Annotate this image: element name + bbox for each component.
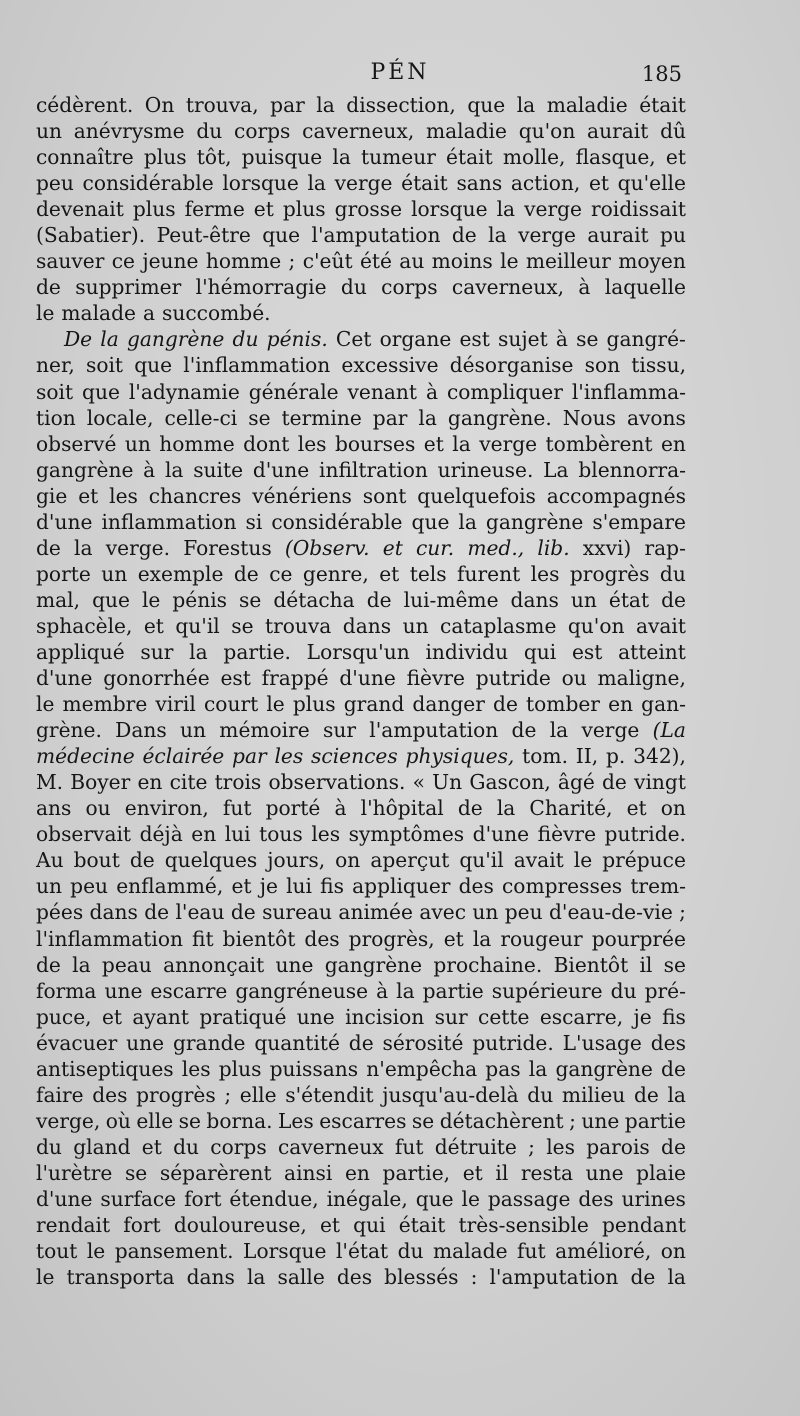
text-line: gie et les chancres vénériens sont quelquefois accompagnés: [36, 483, 686, 508]
text-line: gangrène à la suite d'une infiltration urineuse. La blennorra-: [36, 457, 686, 482]
text-line: verge, où elle se borna. Les escarres se détachèrent ; une partie: [36, 1108, 686, 1133]
text-line: observé un homme dont les bourses et la verge tombèrent en: [36, 431, 686, 456]
text-line: pées dans de l'eau de sureau animée avec un peu d'eau-de-vie ;: [36, 900, 686, 925]
text-line: de la peau annonçait une gangrène prochaine. Bientôt il se: [36, 952, 686, 977]
text-line: M. Boyer en cite trois observations. « Un Gascon, âgé de vingt: [36, 770, 686, 795]
text-line: un peu enflammé, et je lui fis appliquer des compresses trem-: [36, 874, 686, 899]
text-line: soit que l'adynamie générale venant à compliquer l'inflamma-: [36, 379, 686, 404]
text-line: d'une surface fort étendue, inégale, que le passage des urines: [36, 1186, 686, 1211]
text-line: l'urètre se séparèrent ainsi en partie, et il resta une plaie: [36, 1160, 686, 1185]
text-line: devenait plus ferme et plus grosse lorsque la verge roidissait: [36, 197, 686, 222]
text-line: faire des progrès ; elle s'étendit jusqu'au-delà du milieu de la: [36, 1082, 686, 1107]
text-line: médecine éclairée par les sciences physiques, tom. II, p. 342),: [36, 744, 686, 769]
body-text: [36, 92, 686, 1290]
text-line: grène. Dans un mémoire sur l'amputation de la verge (La: [36, 718, 686, 743]
page-number: 185: [641, 62, 682, 86]
text-line: mal, que le pénis se détacha de lui-même dans un état de: [36, 587, 686, 612]
text-line: rendait fort douloureuse, et qui était très-sensible pendant: [36, 1213, 686, 1238]
text-line: (Sabatier). Peut-être que l'amputation de la verge aurait pu: [36, 223, 686, 248]
text-line: tion locale, celle-ci se termine par la gangrène. Nous avons: [36, 405, 686, 430]
text-line: De la gangrène du pénis. Cet organe est sujet à se gangré-: [64, 327, 686, 352]
text-line: porte un exemple de ce genre, et tels furent les progrès du: [36, 561, 686, 586]
text-line: de supprimer l'hémorragie du corps caverneux, à laquelle: [36, 275, 686, 300]
text-line: du gland et du corps caverneux fut détruite ; les parois de: [36, 1134, 686, 1159]
text-line: évacuer une grande quantité de sérosité putride. L'usage des: [36, 1030, 686, 1055]
text-line: un anévrysme du corps caverneux, maladie qu'on aurait dû: [36, 119, 686, 144]
text-line: sauver ce jeune homme ; c'eût été au moins le meilleur moyen: [36, 249, 686, 274]
text-line: ner, soit que l'inflammation excessive désorganise son tissu,: [36, 353, 686, 378]
text-line: observait déjà en lui tous les symptômes d'une fièvre putride.: [36, 822, 686, 847]
text-line: ans ou environ, fut porté à l'hôpital de la Charité, et on: [36, 796, 686, 821]
text-line: puce, et ayant pratiqué une incision sur cette escarre, je fis: [36, 1004, 686, 1029]
running-head: PÉN: [370, 60, 430, 85]
text-line: peu considérable lorsque la verge était sans action, et qu'elle: [36, 171, 686, 196]
text-line: appliqué sur la partie. Lorsqu'un individu qui est atteint: [36, 639, 686, 664]
text-line: connaître plus tôt, puisque la tumeur était molle, flasque, et: [36, 145, 686, 170]
text-line: antiseptiques les plus puissans n'empêcha pas la gangrène de: [36, 1056, 686, 1081]
text-line: le membre viril court le plus grand danger de tomber en gan-: [36, 692, 686, 717]
text-line: sphacèle, et qu'il se trouva dans un cataplasme qu'on avait: [36, 613, 686, 638]
text-line: d'une gonorrhée est frappé d'une fièvre putride ou maligne,: [36, 666, 686, 691]
text-line: de la verge. Forestus (Observ. et cur. med., lib. xxvi) rap-: [36, 535, 686, 560]
page-header: [0, 60, 800, 92]
text-line: l'inflammation fit bientôt des progrès, et la rougeur pourprée: [36, 926, 686, 951]
text-line: forma une escarre gangréneuse à la partie supérieure du pré-: [36, 978, 686, 1003]
text-line: le malade a succombé.: [36, 301, 271, 326]
text-line: le transporta dans la salle des blessés : l'amputation de la: [36, 1265, 686, 1290]
text-line: tout le pansement. Lorsque l'état du malade fut amélioré, on: [36, 1239, 686, 1264]
text-line: cédèrent. On trouva, par la dissection, que la maladie était: [36, 93, 686, 117]
text-line: Au bout de quelques jours, on aperçut qu'il avait le prépuce: [36, 848, 686, 873]
text-line: d'une inflammation si considérable que la gangrène s'empare: [36, 509, 686, 534]
